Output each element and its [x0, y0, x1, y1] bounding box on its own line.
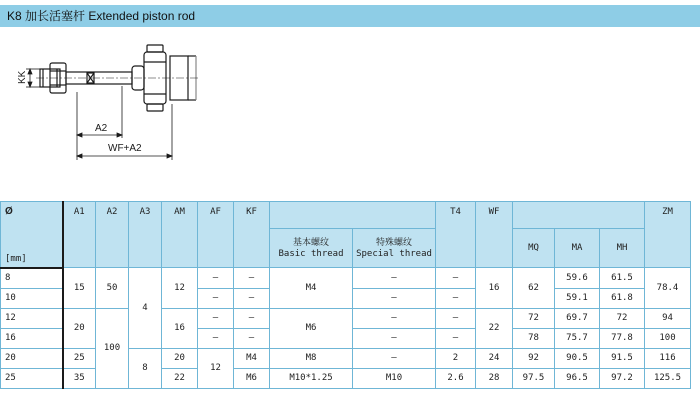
ma-cell: 75.7 [555, 328, 600, 348]
diameter-header: Ø [1, 202, 63, 254]
mq-cell: 92 [513, 348, 555, 368]
basic-thread-cell: M8 [270, 348, 353, 368]
header-a2: A2 [96, 202, 129, 268]
am-cell: 20 [162, 348, 198, 368]
header-mq: MQ [513, 229, 555, 268]
basic-thread-cell: M6 [270, 308, 353, 348]
basic-thread-cell: M10*1.25 [270, 368, 353, 388]
a2-cell: 100 [96, 308, 129, 388]
a3-cell: 4 [129, 268, 162, 349]
header-mh: MH [600, 229, 645, 268]
special-thread-cell: – [353, 328, 436, 348]
header-af: AF [198, 202, 234, 268]
af-cell: – [198, 288, 234, 308]
mh-cell: 97.2 [600, 368, 645, 388]
header-a3: A3 [129, 202, 162, 268]
mh-cell: 91.5 [600, 348, 645, 368]
header-ma: MA [555, 229, 600, 268]
af-cell: – [198, 308, 234, 328]
t4-cell: – [436, 328, 476, 348]
a1-cell: 25 [63, 348, 96, 368]
am-cell: 16 [162, 308, 198, 348]
diameter-cell: 25 [1, 368, 63, 388]
wf-a2-dimension [77, 154, 172, 158]
table-row [1, 308, 691, 328]
t4-cell: 2 [436, 348, 476, 368]
a1-cell: 35 [63, 368, 96, 388]
ma-cell: 69.7 [555, 308, 600, 328]
a2-cell: 50 [96, 268, 129, 309]
t4-cell: 2.6 [436, 368, 476, 388]
special-thread-header-cn: 特殊螺纹 [375, 238, 412, 248]
header-t4: T4 [436, 202, 476, 268]
m-group-header [513, 202, 645, 229]
af-cell: – [198, 268, 234, 289]
special-thread-cell: – [353, 348, 436, 368]
zm-cell: 78.4 [645, 268, 691, 309]
diameter-cell: 16 [1, 328, 63, 348]
a1-cell: 20 [63, 308, 96, 348]
special-thread-cell: – [353, 268, 436, 289]
am-cell: 12 [162, 268, 198, 309]
zm-cell: 125.5 [645, 368, 691, 388]
kf-cell: – [234, 328, 270, 348]
header-a1: A1 [63, 202, 96, 268]
kf-cell: – [234, 268, 270, 289]
basic-thread-header-en: Basic thread [278, 249, 344, 259]
basic-thread-cell: M4 [270, 268, 353, 309]
ma-cell: 90.5 [555, 348, 600, 368]
wf-cell: 24 [476, 348, 513, 368]
zm-cell: 116 [645, 348, 691, 368]
page-title: K8 加长活塞杆 Extended piston rod [0, 5, 700, 27]
header-zm: ZM [645, 202, 691, 268]
wf-cell: 28 [476, 368, 513, 388]
diameter-cell: 20 [1, 348, 63, 368]
dimension-table [0, 201, 691, 389]
header-am: AM [162, 202, 198, 268]
special-thread-header-en: Special thread [356, 249, 432, 259]
diameter-cell: 8 [1, 268, 63, 289]
kf-cell: M4 [234, 348, 270, 368]
basic-thread-header-cn: 基本螺纹 [292, 238, 329, 248]
mq-cell: 62 [513, 268, 555, 309]
mq-cell: 78 [513, 328, 555, 348]
mq-cell: 97.5 [513, 368, 555, 388]
mq-cell: 72 [513, 308, 555, 328]
special-thread-cell: – [353, 288, 436, 308]
a2-label: A2 [95, 123, 108, 134]
zm-cell: 100 [645, 328, 691, 348]
piston-rod-drawing [0, 30, 230, 170]
special-thread-cell: – [353, 308, 436, 328]
ma-cell: 59.6 [555, 268, 600, 289]
ma-cell: 59.1 [555, 288, 600, 308]
am-cell: 22 [162, 368, 198, 388]
unit-header: [mm] [1, 254, 63, 268]
t4-cell: – [436, 308, 476, 328]
mh-cell: 77.8 [600, 328, 645, 348]
kk-label: KK [17, 70, 28, 84]
diameter-cell: 12 [1, 308, 63, 328]
header-kf: KF [234, 202, 270, 268]
kf-cell: – [234, 288, 270, 308]
zm-cell: 94 [645, 308, 691, 328]
thread-group-header [270, 202, 436, 229]
t4-cell: – [436, 268, 476, 289]
a3-cell: 8 [129, 348, 162, 388]
wf-cell: 22 [476, 308, 513, 348]
mh-cell: 72 [600, 308, 645, 328]
mh-cell: 61.5 [600, 268, 645, 289]
special-thread-cell: M10 [353, 368, 436, 388]
wf-a2-label: WF+A2 [108, 143, 142, 154]
a1-cell: 15 [63, 268, 96, 309]
ma-cell: 96.5 [555, 368, 600, 388]
table-row [1, 268, 691, 289]
diameter-cell: 10 [1, 288, 63, 308]
t4-cell: – [436, 288, 476, 308]
mh-cell: 61.8 [600, 288, 645, 308]
kf-cell: – [234, 308, 270, 328]
af-cell: 12 [198, 348, 234, 388]
af-cell: – [198, 328, 234, 348]
wf-cell: 16 [476, 268, 513, 309]
header-wf: WF [476, 202, 513, 268]
kf-cell: M6 [234, 368, 270, 388]
